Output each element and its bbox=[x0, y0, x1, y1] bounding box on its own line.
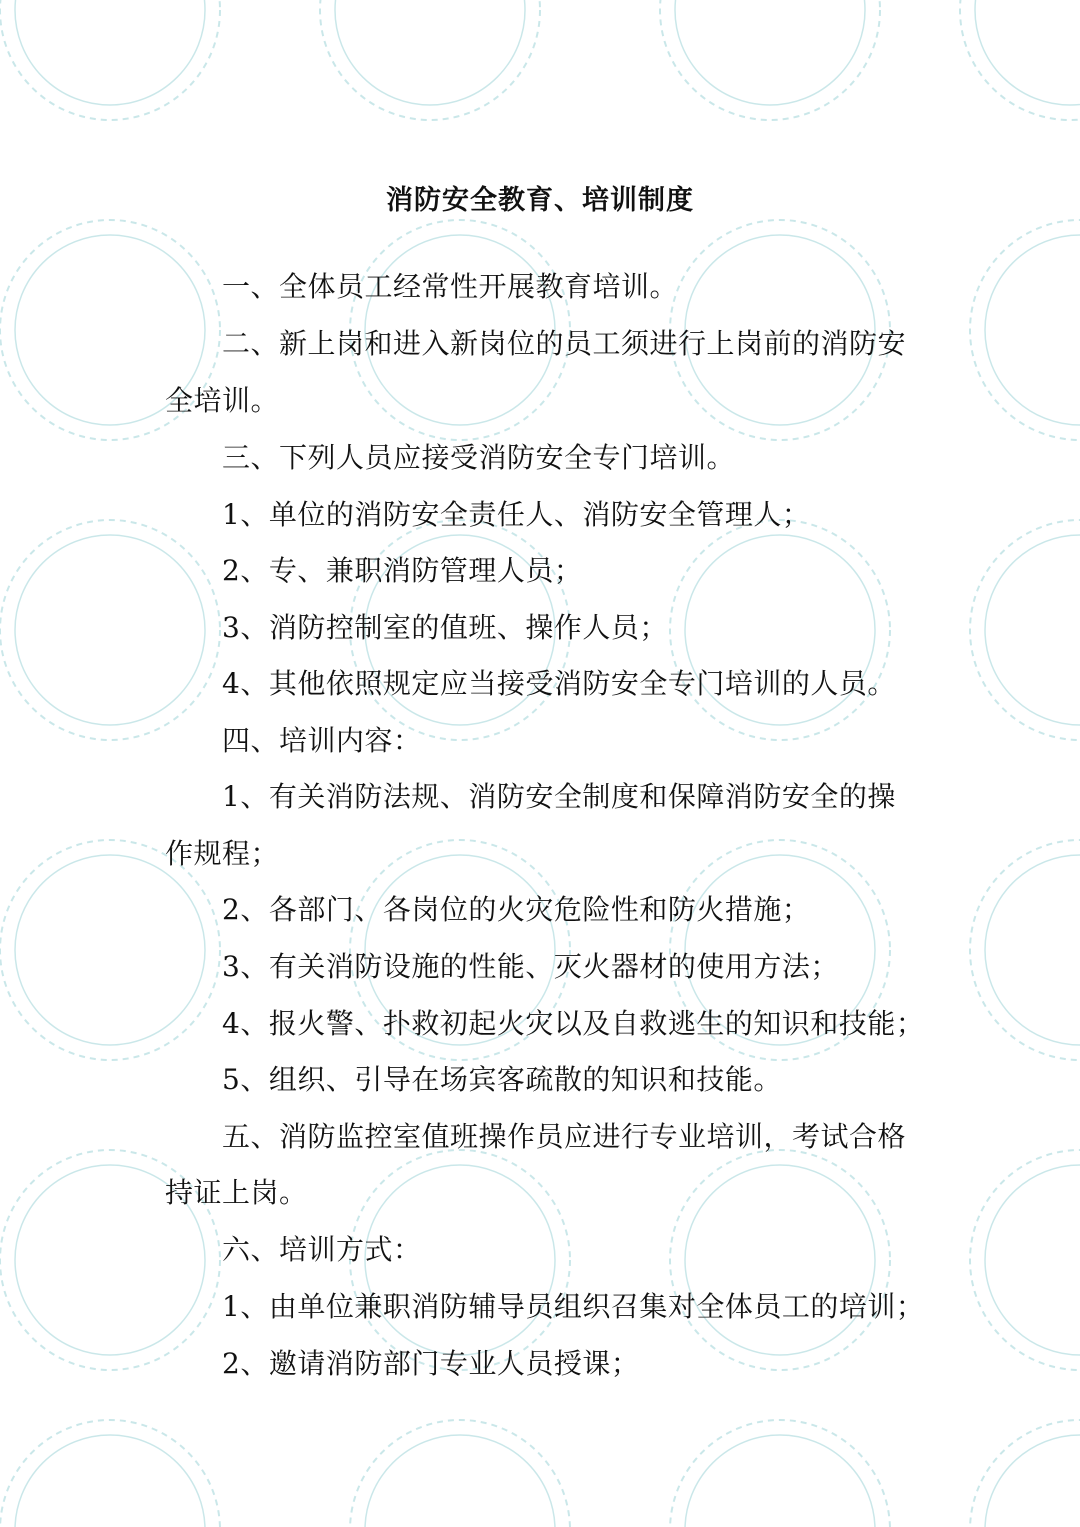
paragraph-line: 1、由单位兼职消防辅导员组织召集对全体员工的培训； bbox=[222, 1290, 925, 1323]
paragraph-line: 2、邀请消防部门专业人员授课； bbox=[222, 1347, 640, 1380]
paragraph-line: 六、培训方式： bbox=[222, 1233, 422, 1266]
paragraph-line: 作规程； bbox=[165, 837, 280, 870]
paragraph-line: 4、其他依照规定应当接受消防安全专门培训的人员。 bbox=[222, 667, 896, 700]
paragraph-line: 4、报火警、扑救初起火灾以及自救逃生的知识和技能； bbox=[222, 1007, 925, 1040]
paragraph-line: 3、有关消防设施的性能、灭火器材的使用方法； bbox=[222, 950, 839, 983]
paragraph-line: 1、单位的消防安全责任人、消防安全管理人； bbox=[222, 498, 811, 531]
paragraph-line: 三、下列人员应接受消防安全专门培训。 bbox=[222, 441, 736, 474]
paragraph-line: 5、组织、引导在场宾客疏散的知识和技能。 bbox=[222, 1063, 782, 1096]
paragraph-line: 全培训。 bbox=[165, 384, 280, 417]
paragraph-line: 持证上岗。 bbox=[165, 1176, 308, 1209]
paragraph-line: 一、全体员工经常性开展教育培训。 bbox=[222, 270, 679, 303]
document-title: 消防安全教育、培训制度 bbox=[386, 185, 694, 216]
paragraph-line: 3、消防控制室的值班、操作人员； bbox=[222, 611, 668, 644]
paragraph-line: 四、培训内容： bbox=[222, 724, 422, 757]
paragraph-line: 2、专、兼职消防管理人员； bbox=[222, 554, 583, 587]
paragraph-line: 五、消防监控室值班操作员应进行专业培训，考试合格 bbox=[222, 1120, 907, 1153]
paragraph-line: 1、有关消防法规、消防安全制度和保障消防安全的操 bbox=[222, 780, 896, 813]
paragraph-line: 2、各部门、各岗位的火灾危险性和防火措施； bbox=[222, 893, 811, 926]
paragraph-line: 二、新上岗和进入新岗位的员工须进行上岗前的消防安 bbox=[222, 327, 907, 360]
